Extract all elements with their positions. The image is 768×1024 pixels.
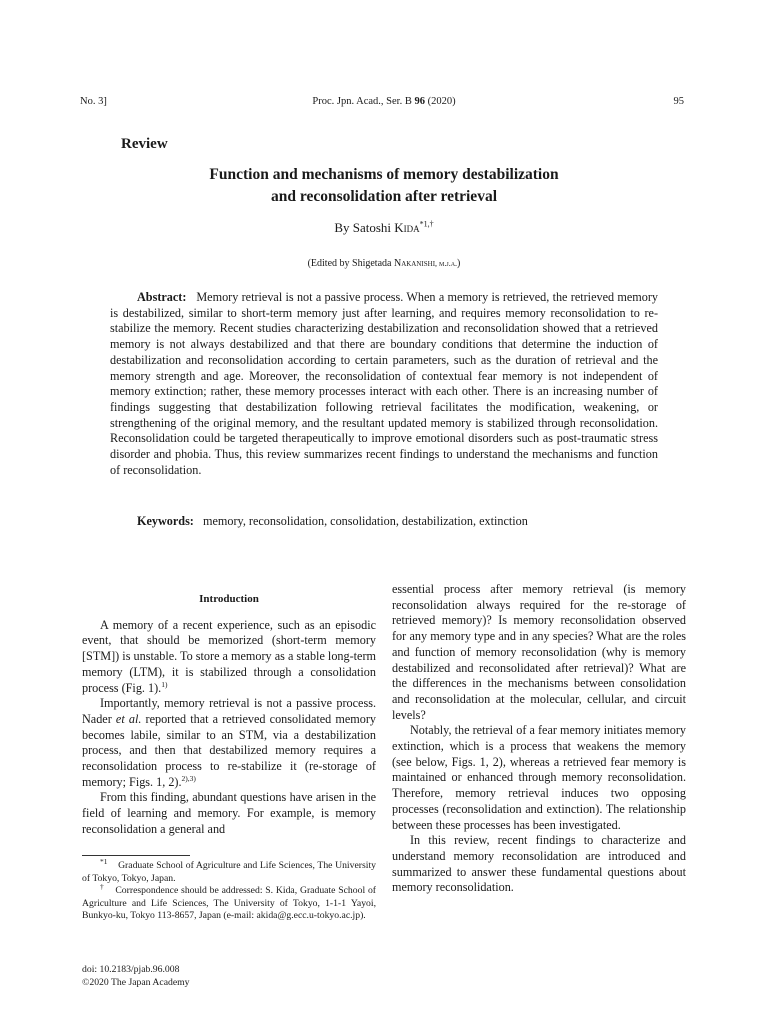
footnote-1-text: Graduate School of Agriculture and Life Sciences, The University of Tokyo, Tokyo, Japan. (82, 860, 376, 884)
intro-paragraph-3: From this finding, abundant questions have arisen in the field of learning and memory. For example, is memory reconsolidation a general and (82, 790, 376, 836)
title-line-1: Function and mechanisms of memory destabilization (209, 166, 559, 183)
intro-paragraph-1 (82, 618, 376, 697)
intro-p1-text: A memory of a recent experience, such as an episodic event, that should be memorized (short-term memory [STM]) is unstable. To store a memory as a stable long-term memory (LTM), it is stabilized through a consolidation process (Fig. 1). (82, 617, 376, 695)
journal-year: (2020) (424, 96, 456, 107)
intro-p2-etal: et al. (115, 711, 142, 726)
citation-ref: 1) (161, 679, 168, 689)
intro-p2-text-b: reported that a retrieved consolidated memory becomes labile, similar to an STM, via a destabilization process, and then that destabilized memory requires a reconsolidation process to re-stabilize it (re-storage of memory; Figs. 1, 2). (82, 711, 377, 789)
title-line-2: and reconsolidation after retrieval (270, 188, 497, 205)
footnotes (82, 856, 377, 923)
footnote-2-text: Correspondence should be addressed: S. Kida, Graduate School of Agriculture and Life Sciences, The University of Tokyo, 1-1-1 Yayoi, Bunkyo-ku, Tokyo 113-8657, Japan (e-mail: akida@g.ecc.u-tokyo.ac.jp). (82, 885, 377, 922)
section-type: Review (121, 136, 168, 152)
keywords-text: memory, reconsolidation, consolidation, destabilization, extinction (203, 514, 528, 528)
right-paragraph-2: Notably, the retrieval of a fear memory initiates memory extinction, which is a process that weakens the memory (see below, Figs. 1, 2), whereas a retrieved fear memory is maintained or enhanced through memory reconsolidation. Therefore, memory retrieval induces two opposing processes (reconsolidation and extinction). The relationship between these processes has been investigated. (392, 723, 686, 832)
citation-ref: 2),3) (181, 773, 196, 783)
keywords-label: Keywords: (137, 514, 194, 528)
doi: doi: 10.2183/pjab.96.008 (82, 964, 180, 975)
section-heading-introduction: Introduction (199, 593, 259, 605)
body-column-right (392, 582, 686, 896)
edited-close: ) (457, 258, 461, 269)
page-number: 95 (673, 96, 684, 107)
abstract-label: Abstract: (137, 290, 187, 304)
intro-paragraph-2 (82, 696, 376, 790)
footnote-rule (82, 855, 190, 856)
running-header-issue: No. 3] (80, 96, 107, 107)
editor-name: Nakanishi (393, 258, 436, 269)
article-title (120, 164, 648, 208)
running-header-journal (0, 96, 768, 107)
keywords (137, 514, 528, 529)
footnote-2 (82, 881, 377, 923)
author-lastname: Kida (394, 220, 420, 235)
editor-title: , m.j.a. (435, 259, 458, 268)
copyright: ©2020 The Japan Academy (82, 976, 190, 988)
body-column-left (82, 592, 376, 838)
journal-name: Proc. Jpn. Acad., Ser. B (312, 96, 415, 107)
journal-volume: 96 (414, 96, 425, 107)
footnote-2-mark: † (100, 881, 105, 891)
footnote-1 (82, 856, 376, 885)
abstract (110, 290, 658, 478)
author-prefix: By Satoshi (334, 220, 395, 235)
abstract-text: Memory retrieval is not a passive process. When a memory is retrieved, the retrieved memory is destabilized, similar to short-term memory just after learning, and requires memory reconsolidation to re-stabilize the memory. Recent studies characterizing destabilization and reconsolidation showed that a retrieved memory is not always destabilized and that there are boundary conditions that determine the induction of destabilization and reconsolidation according to certain parameters, such as the duration of retrieval and the memory strength and age. Moreover, the reconsolidation of contextual fear memory is not independent of memory extinction; rather, these memory processes interact with each other. There is an increasing number of findings suggesting that destabilization following retrieval facilitates the modification, weakening, or strengthening of the original memory, and the resultant updated memory is stabilized through reconsolidation. Reconsolidation could be targeted therapeutically to improve emotional disorders such as post-traumatic stress disorder and phobia. Thus, this review summarizes recent findings to understand the mechanisms and function of reconsolidation. (110, 290, 658, 477)
edited-prefix: (Edited by Shigetada (307, 258, 394, 269)
footnote-1-mark: *1 (100, 856, 108, 866)
edited-by-line (0, 258, 768, 269)
right-paragraph-1: essential process after memory retrieval (is memory reconsolidation always required for the re-storage of retrieved memory)? Is memory reconsolidation observed for any memory type and in any species? What are the roles and function of memory reconsolidation (why is memory destabilized and reconsolidated after retrieval)? What are the differences in the mechanisms between consolidation and reconsolidation at the molecular, cellular, and circuit levels? (392, 582, 686, 722)
author-affiliation-mark: *1,† (419, 219, 434, 229)
right-paragraph-3: In this review, recent findings to characterize and understand memory reconsolidation are introduced and summarized to answer these fundamental questions about memory reconsolidation. (392, 833, 686, 895)
author-line (0, 220, 768, 236)
footer-block (82, 964, 190, 989)
intro-p2-text-a: Importantly, memory retrieval is not a passive process. Nader (82, 696, 376, 726)
